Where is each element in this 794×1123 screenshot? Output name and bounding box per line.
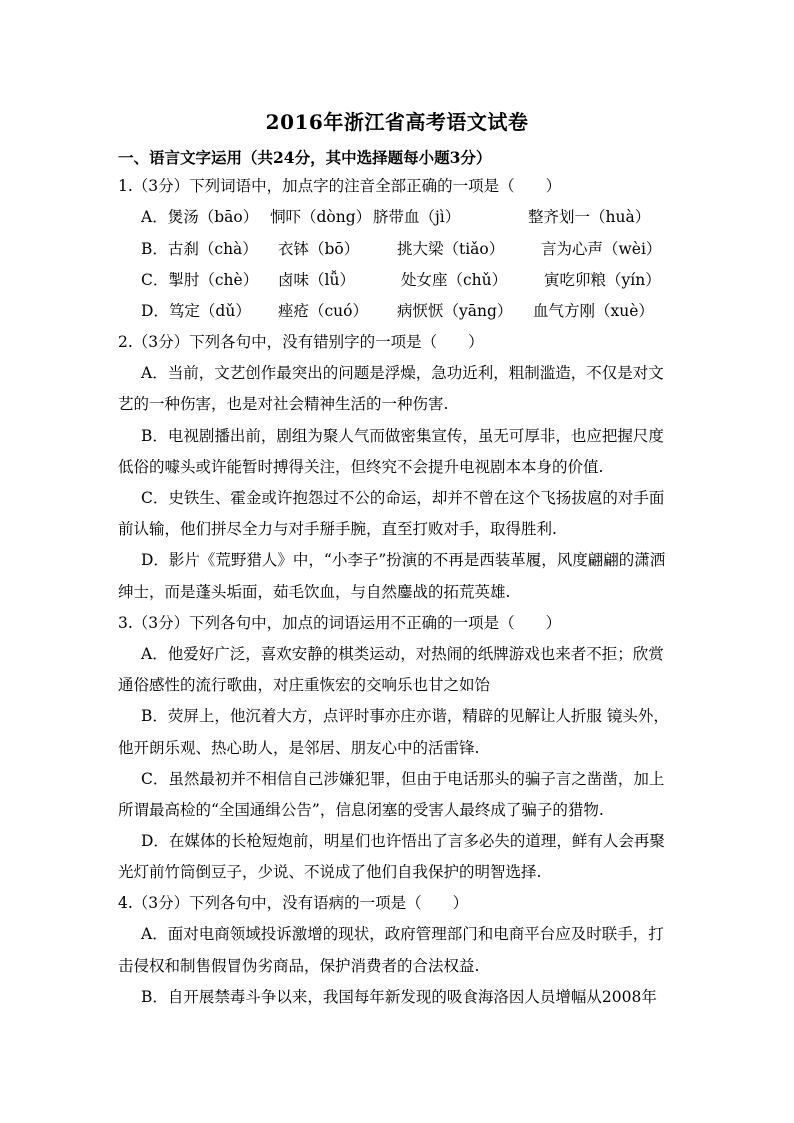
question-3-option-d-cont: 光灯前竹筒倒豆子，少说、不说成了他们自我保护的明智选择. [118, 863, 542, 881]
question-3-option-a: A．他爱好广泛，喜欢安静的棋类运动，对热闹的纸牌游戏也来者不拒；欣赏 [141, 645, 664, 663]
option-term: D．笃定（dǔ） [141, 302, 251, 320]
question-3-option-b: B．荧屏上，他沉着大方，点评时事亦庄亦谐，精辟的见解让人折服 镜头外， [141, 707, 669, 725]
question-4-option-a: A．面对电商领域投诉激增的现状，政府管理部门和电商平台应及时联手，打 [141, 925, 664, 943]
question-3-option-a-cont: 通俗感性的流行歌曲，对庄重恢宏的交响乐也甘之如饴 [118, 676, 491, 694]
option-term: 挑大梁（tiǎo） [397, 240, 505, 258]
question-2-option-c-cont: 前认输，他们拼尽全力与对手掰手腕，直至打败对手，取得胜利. [118, 520, 557, 538]
section-heading: 一、语言文字运用（共24分，其中选择题每小题3分） [118, 148, 492, 167]
question-2-option-d: D．影片《荒野猎人》中，“小李子”扮演的不再是西装革履，风度翩翩的潇洒 [141, 551, 666, 569]
question-2-option-a: A．当前，文艺创作最突出的问题是浮燥，急功近利，粗制滥造，不仅是对文 [141, 364, 664, 382]
question-3-stem: 3.（3分）下列各句中，加点的词语运用不正确的一项是（ ） [118, 614, 562, 632]
option-term: 病恹恹（yāng） [397, 302, 513, 320]
option-term: 血气方刚（xuè） [533, 302, 654, 320]
option-term: 衣钵（bō） [278, 240, 360, 258]
question-2-option-d-cont: 绅士，而是蓬头垢面，茹毛饮血，与自然鏖战的拓荒英雄. [118, 583, 511, 601]
question-4-option-a-cont: 击侵权和制售假冒伪劣商品，保护消费者的合法权益. [118, 957, 480, 975]
option-term: 言为心声（wèi） [541, 240, 662, 258]
option-term: 痤疮（cuó） [278, 302, 368, 320]
option-term: 寅吃卯粮（yín） [544, 271, 661, 289]
option-term: C．掣肘（chè） [141, 271, 259, 289]
question-2-option-c: C．史铁生、霍金或许抱怨过不公的命运，却并不曾在这个飞扬拔扈的对手面 [141, 489, 665, 507]
question-2-option-a-cont: 艺的一种伤害，也是对社会精神生活的一种伤害. [118, 395, 449, 413]
option-term: 恫吓（dòng） [270, 208, 372, 226]
question-3-option-b-cont: 他开朗乐观、热心助人，是邻居、朋友心中的活雷锋. [118, 739, 480, 757]
option-term: A．煲汤（bāo） [141, 208, 259, 226]
option-term: 脐带血（jì） [373, 208, 461, 226]
option-term: 卤味（lǚ） [278, 271, 355, 289]
question-1-stem: 1.（3分）下列词语中，加点字的注音全部正确的一项是（ ） [118, 177, 562, 195]
question-3-option-c-cont: 所谓最高检的“全国通缉公告”，信息闭塞的受害人最终成了骗子的猎物. [118, 801, 604, 819]
question-2-option-b-cont: 低俗的噱头或许能暂时搏得关注，但终究不会提升电视剧本本身的价值. [118, 458, 604, 476]
question-4-stem: 4.（3分）下列各句中，没有语病的一项是（ ） [118, 894, 469, 912]
option-term: 整齐划一（huà） [528, 208, 651, 226]
option-term: B．古刹（chà） [141, 240, 258, 258]
question-2-option-b: B．电视剧播出前，剧组为聚人气而做密集宣传，虽无可厚非，也应把握尺度 [141, 427, 664, 445]
option-term: 处女座（chǔ） [401, 271, 508, 289]
document-title: 2016年浙江省高考语文试卷 [265, 110, 529, 134]
question-4-option-b: B．自开展禁毒斗争以来，我国每年新发现的吸食海洛因人员增幅从2008年 [141, 988, 657, 1006]
question-3-option-d: D．在媒体的长枪短炮前，明星们也许悟出了言多必失的道理，鲜有人会再聚 [141, 832, 665, 850]
question-3-option-c: C．虽然最初并不相信自己涉嫌犯罪，但由于电话那头的骗子言之凿凿，加上 [141, 770, 665, 788]
question-2-stem: 2.（3分）下列各句中，没有错别字的一项是（ ） [118, 333, 484, 351]
